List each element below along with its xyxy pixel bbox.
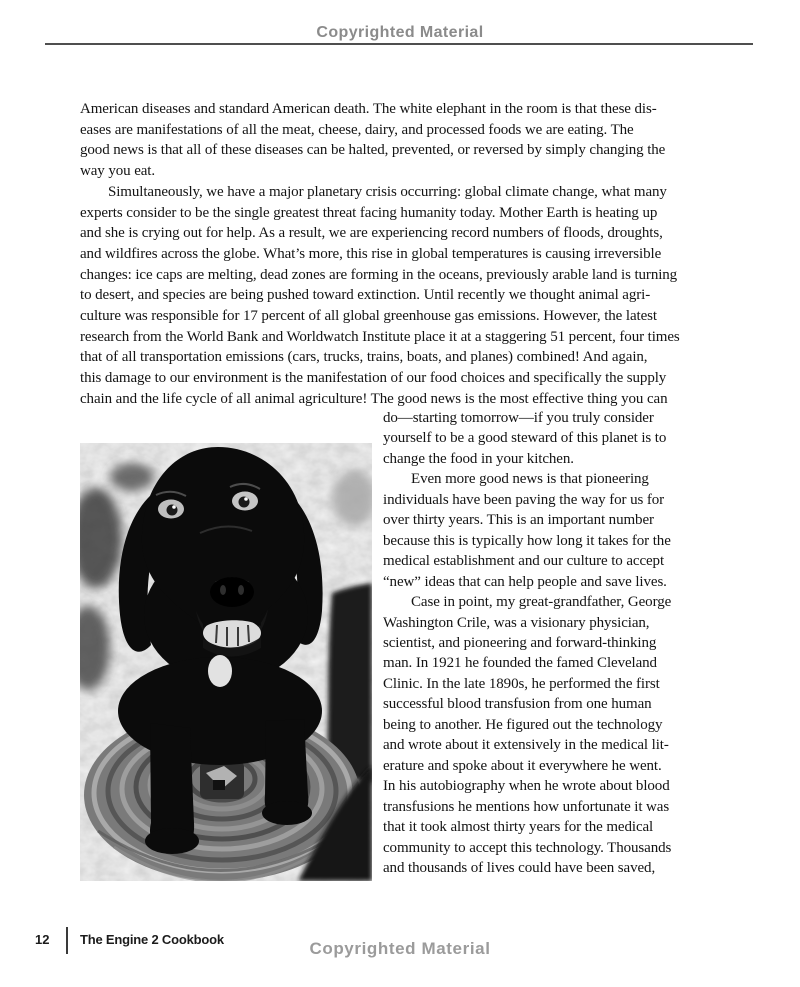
text-line: erature and spoke about it everywhere he went.	[383, 757, 662, 774]
text-line: “new” ideas that can help people and save lives.	[383, 573, 667, 590]
text-wrap-region	[80, 407, 728, 889]
text-line: scientist, and pioneering and forward-thinking	[383, 634, 657, 651]
column-text	[383, 408, 728, 878]
text-line: chain and the life cycle of all animal agriculture! The good news is the most effective thing you can	[80, 390, 668, 407]
text-line: transfusions he mentions how unfortunate it was	[383, 798, 670, 815]
text-line: and she is crying out for help. As a result, we are experiencing record numbers of floods, droughts,	[80, 225, 663, 242]
paragraph	[383, 469, 728, 592]
text-line: American diseases and standard American death. The white elephant in the room is that these dis-	[80, 101, 657, 117]
text-line: being to another. He figured out the technology	[383, 716, 663, 733]
dog-photo	[80, 443, 372, 881]
text-line: eases are manifestations of all the meat, cheese, dairy, and processed foods we are eating. The	[80, 121, 634, 138]
text-line: changes: ice caps are melting, dead zones are forming in the oceans, previously arable land is turning	[80, 266, 678, 283]
text-line: successful blood transfusion from one human	[383, 696, 652, 713]
collar-tag	[208, 655, 232, 687]
text-line: experts consider to be the single greatest threat facing humanity today. Mother Earth is heating up	[80, 204, 658, 221]
paragraph	[383, 408, 728, 469]
text-line: culture was responsible for 17 percent of all global greenhouse gas emissions. However, the latest	[80, 308, 657, 325]
text-line: good news is that all of these diseases can be halted, prevented, or reversed by simply changing the	[80, 142, 666, 159]
paragraph	[80, 182, 728, 410]
text-line: and thousands of lives could have been saved,	[383, 859, 656, 876]
paragraph	[383, 592, 728, 878]
text-line: community to accept this technology. Thousands	[383, 839, 672, 856]
text-line: Simultaneously, we have a major planetary crisis occurring: global climate change, what many	[108, 183, 667, 200]
text-line: that of all transportation emissions (cars, trucks, trains, boats, and planes) combined! And again,	[80, 349, 648, 366]
book-title: The Engine 2 Cookbook	[80, 932, 224, 947]
text-line: In his autobiography when he wrote about blood	[383, 778, 670, 795]
text-line: yourself to be a good steward of this planet is to	[383, 430, 667, 447]
text-line: medical establishment and our culture to accept	[383, 553, 665, 570]
text-line: way you eat.	[80, 163, 156, 180]
text-line: to desert, and species are being pushed toward extinction. Until recently we thought animal agri-	[80, 287, 651, 304]
text-line: individuals have been paving the way for us for	[383, 491, 665, 508]
text-line: Washington Crile, was a visionary physician,	[383, 614, 650, 631]
text-line: over thirty years. This is an important number	[383, 512, 654, 529]
header-rule	[45, 43, 753, 45]
text-line: change the food in your kitchen.	[383, 450, 574, 467]
text-line: because this is typically how long it takes for the	[383, 532, 671, 549]
text-line: and wildfires across the globe. What’s more, this rise in global temperatures is causing irreversible	[80, 245, 662, 262]
text-line: man. In 1921 he founded the famed Cleveland	[383, 655, 657, 672]
top-copyright-notice: Copyrighted Material	[316, 24, 484, 41]
text-line: and wrote about it extensively in the medical lit-	[383, 737, 669, 754]
text-line: Even more good news is that pioneering	[411, 471, 649, 488]
full-width-text	[80, 99, 728, 410]
page-number: 12	[35, 932, 50, 947]
text-line: do—starting tomorrow—if you truly consider	[383, 410, 654, 426]
text-line: Clinic. In the late 1890s, he performed the first	[383, 675, 660, 692]
text-line: Case in point, my great-grandfather, George	[411, 594, 672, 611]
paragraph	[80, 99, 728, 182]
text-line: research from the World Bank and Worldwatch Institute place it at a staggering 51 percent, four times	[80, 328, 680, 345]
text-line: this damage to our environment is the manifestation of our food choices and specifically the supply	[80, 370, 667, 387]
text-line: that it took almost thirty years for the medical	[383, 819, 654, 836]
bottom-copyright-notice: Copyrighted Material	[309, 939, 491, 958]
